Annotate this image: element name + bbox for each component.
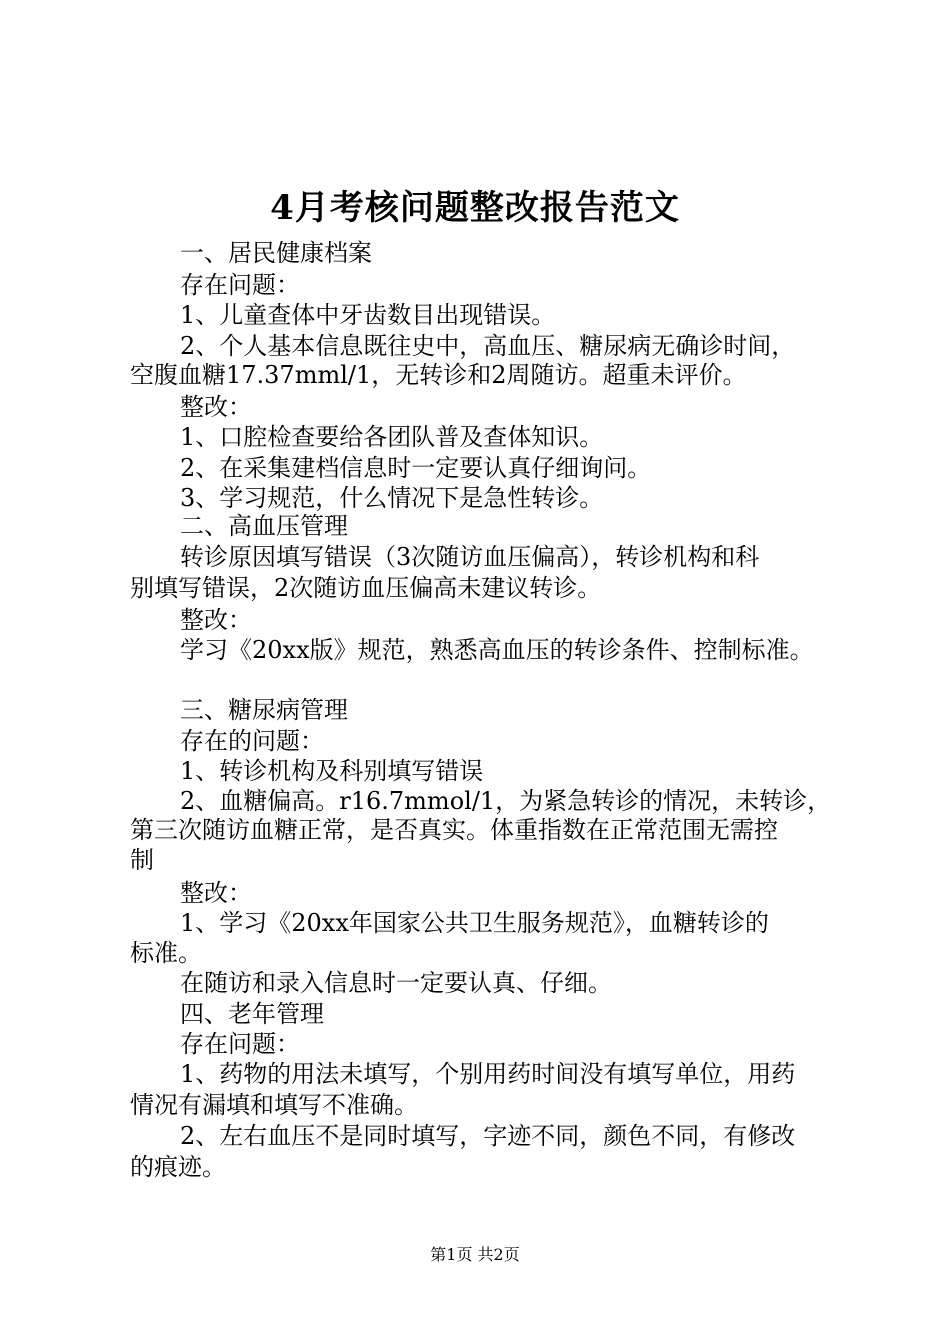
paragraph-line: 别填写错误，2次随访血压偏高未建议转诊。 [130,574,602,602]
section-heading-1: 一、居民健康档案 [180,239,372,267]
paragraph-line: 2、个人基本信息既往史中，高血压、糖尿病无确诊时间， [180,332,796,360]
paragraph-line: 空腹血糖17.37mml/1，无转诊和2周随访。超重未评价。 [130,361,747,389]
paragraph-line: 制 [130,846,154,874]
subheading: 整改： [180,606,252,634]
page-number: 第1页 共2页 [430,1245,520,1264]
paragraph-line: 转诊原因填写错误（3次随访血压偏高），转诊机构和科 [180,543,760,571]
section-heading-4: 四、老年管理 [180,1000,324,1028]
paragraph-line: 3、学习规范，什么情况下是急性转诊。 [180,484,604,512]
subheading: 整改： [180,393,252,421]
paragraph-line: 2、左右血压不是同时填写，字迹不同，颜色不同，有修改 [180,1122,796,1150]
paragraph-line: 的痕迹。 [130,1153,226,1181]
document-title: 4月考核问题整改报告范文 [270,188,680,228]
paragraph-line: 在随访和录入信息时一定要认真、仔细。 [180,969,612,997]
paragraph-line: 1、药物的用法未填写，个别用药时间没有填写单位，用药 [180,1060,796,1088]
section-heading-2: 二、高血压管理 [180,512,348,540]
paragraph-line: 第三次随访血糖正常，是否真实。体重指数在正常范围无需控 [130,816,778,844]
paragraph-line: 标准。 [130,939,202,967]
paragraph-line: 学习《20xx版》规范，熟悉高血压的转诊条件、控制标准。 [180,636,814,664]
subheading: 整改： [180,879,252,907]
paragraph-line: 情况有漏填和填写不准确。 [130,1091,418,1119]
subheading: 存在的问题： [180,727,324,755]
paragraph-line: 1、口腔检查要给各团队普及查体知识。 [180,423,604,451]
subheading: 存在问题： [180,1030,300,1058]
paragraph-line: 1、儿童查体中牙齿数目出现错误。 [180,301,556,329]
paragraph-line: 2、在采集建档信息时一定要认真仔细询问。 [180,454,652,482]
section-heading-3: 三、糖尿病管理 [180,696,348,724]
paragraph-line: 2、血糖偏高。r16.7mmol/1，为紧急转诊的情况，未转诊， [180,787,832,815]
subheading: 存在问题： [180,271,300,299]
paragraph-line: 1、学习《20xx年国家公共卫生服务规范》，血糖转诊的 [180,909,769,937]
paragraph-line: 1、转诊机构及科别填写错误 [180,757,484,785]
